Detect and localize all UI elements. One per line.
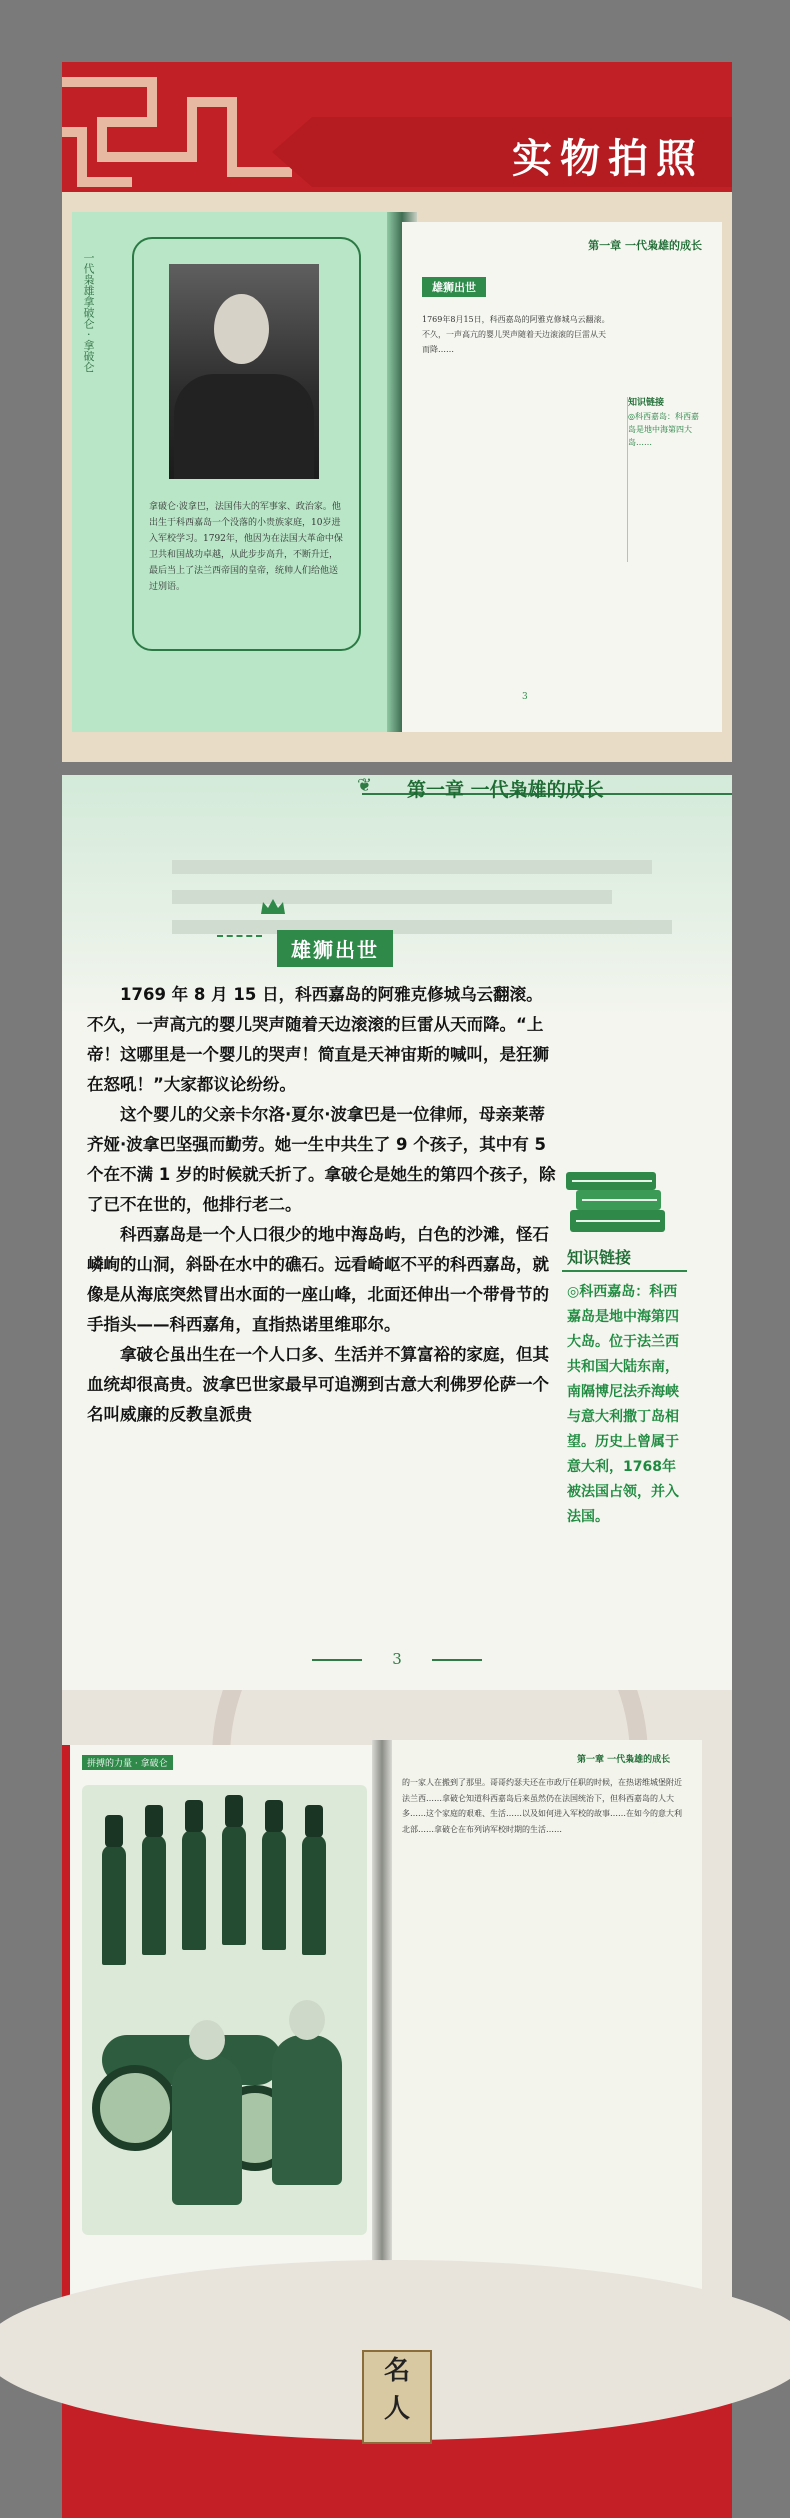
knowledge-rule xyxy=(562,1270,687,1272)
banner-title: 实物拍照 xyxy=(512,136,704,182)
knowledge-text-small: ◎科西嘉岛：科西嘉岛是地中海第四大岛…… xyxy=(628,412,699,447)
portrait-face xyxy=(214,294,269,364)
zoomed-page-panel xyxy=(62,775,732,1690)
right-page-text: 的一家人在搬到了那里。哥哥约瑟夫还在市政厅任职的时候，在热诺维城堡附近法兰西……拿破仑知道科西嘉岛后来虽然仍在法国统治下，但科西嘉岛的人大多……这个家庭的艰难、生活……以及如何进入军校的故事……在如今的意大利北部……拿破仑在布列讷军校时期的生活…… xyxy=(402,1778,682,1834)
section-title-small: 雄狮出世 xyxy=(422,277,486,297)
knowledge-title-small: 知识链接 xyxy=(628,398,665,408)
body-text xyxy=(87,980,557,1430)
right-running-head: 第一章 一代枭雄的成长 xyxy=(577,1755,671,1765)
books-icon xyxy=(562,1160,672,1240)
name-seal xyxy=(362,2350,432,2444)
vine-ornament-icon: ❦ xyxy=(357,775,373,796)
page-number-small: 3 xyxy=(522,692,528,702)
officer-figure xyxy=(272,2035,342,2185)
right-page xyxy=(402,222,722,732)
seal-char: 名 xyxy=(383,2356,410,2386)
soldier-figure xyxy=(142,1835,166,1955)
paragraph: 科西嘉岛是一个人口很少的地中海岛屿，白色的沙滩，怪石嶙峋的山洞，斜卧在水中的礁石。远看崎岖不平的科西嘉岛，就像是从海底突然冒出水面的一座山峰，北面还伸出一个带骨节的手指头——科西嘉角，直指热诺里维耶尔。 xyxy=(87,1225,549,1334)
crown-icon xyxy=(260,897,286,915)
paragraph: 拿破仑虽出生在一个人口多、生活并不算富裕的家庭，但其血统却很高贵。波拿巴世家最早可追溯到古意大利佛罗伦萨一个名叫威廉的反教皇派贵 xyxy=(87,1345,549,1424)
portrait-coat xyxy=(174,374,314,479)
photo-panel-1 xyxy=(62,62,732,762)
bleed-through-line xyxy=(172,920,672,934)
book-gutter xyxy=(372,1740,392,2325)
soldier-figure xyxy=(262,1830,286,1950)
left-running-head: 一代枭雄拿破仑 · 拿破仑 xyxy=(82,252,95,373)
cannon-wheel xyxy=(92,2065,178,2151)
soldier-figure xyxy=(182,1830,206,1950)
page-number: 3 xyxy=(312,1650,482,1668)
paragraph: 1769 年 8 月 15 日，科西嘉岛的阿雅克修城乌云翻滚。不久，一声高亢的婴儿哭声随着天边滚滚的巨雷从天而降。“上帝！这哪里是一个婴儿的哭声！简直是天神宙斯的喊叫，是狂狮在怒吼！”大家都议论纷纷。 xyxy=(87,985,549,1094)
napoleon-portrait xyxy=(169,264,319,479)
fret-ornament xyxy=(62,62,292,192)
officer-figure xyxy=(172,2055,242,2205)
open-book-photo-1 xyxy=(72,212,722,732)
portrait-frame xyxy=(132,237,361,651)
bleed-through-line xyxy=(172,860,652,874)
illustration-soldiers xyxy=(82,1785,367,2235)
soldier-figure xyxy=(222,1825,246,1945)
bleed-through-line xyxy=(172,890,612,904)
section-title: 雄狮出世 xyxy=(277,930,393,967)
left-page xyxy=(72,212,402,732)
body-text-small: 1769年8月15日，科西嘉岛的阿雅克修城乌云翻滚。不久，一声高亢的婴儿哭声随着天边滚滚的巨雷从天而降…… xyxy=(422,315,610,354)
knowledge-text: ◎科西嘉岛：科西嘉岛是地中海第四大岛。位于法兰西共和国大陆东南，南隔博尼法乔海峡与意大利撒丁岛相望。历史上曾属于意大利，1768年被法国占领，并入法国。 xyxy=(567,1284,679,1525)
portrait-caption: 拿破仑·波拿巴，法国伟大的军事家、政治家。他出生于科西嘉岛一个没落的小贵族家庭，10岁进入军校学习。1792年，他因为在法国大革命中保卫共和国战功卓越，从此步步高升，不断升迁，最后当上了法兰西帝国的皇帝，统帅人们给他送过别语。 xyxy=(149,502,343,592)
knowledge-box-small xyxy=(627,397,703,562)
seal-char: 人 xyxy=(383,2394,410,2424)
left-running-head: 拼搏的力量 · 拿破仑 xyxy=(82,1755,173,1770)
chapter-title: 第一章 一代枭雄的成长 xyxy=(407,779,604,801)
section-dash-ornament xyxy=(217,935,262,967)
chapter-head-small: 第一章 一代枭雄的成长 xyxy=(588,239,702,252)
soldier-figure xyxy=(302,1835,326,1955)
knowledge-title: 知识链接 xyxy=(567,1248,632,1267)
soldier-figure xyxy=(102,1845,126,1965)
paragraph: 这个婴儿的父亲卡尔洛·夏尔·波拿巴是一位律师，母亲莱蒂齐娅·波拿巴坚强而勤劳。她一生中共生了 9 个孩子，其中有 5 个在不满 1 岁的时候就夭折了。拿破仑是她生的第四个孩子，除了已不在世的，他排行老二。 xyxy=(87,1105,556,1214)
